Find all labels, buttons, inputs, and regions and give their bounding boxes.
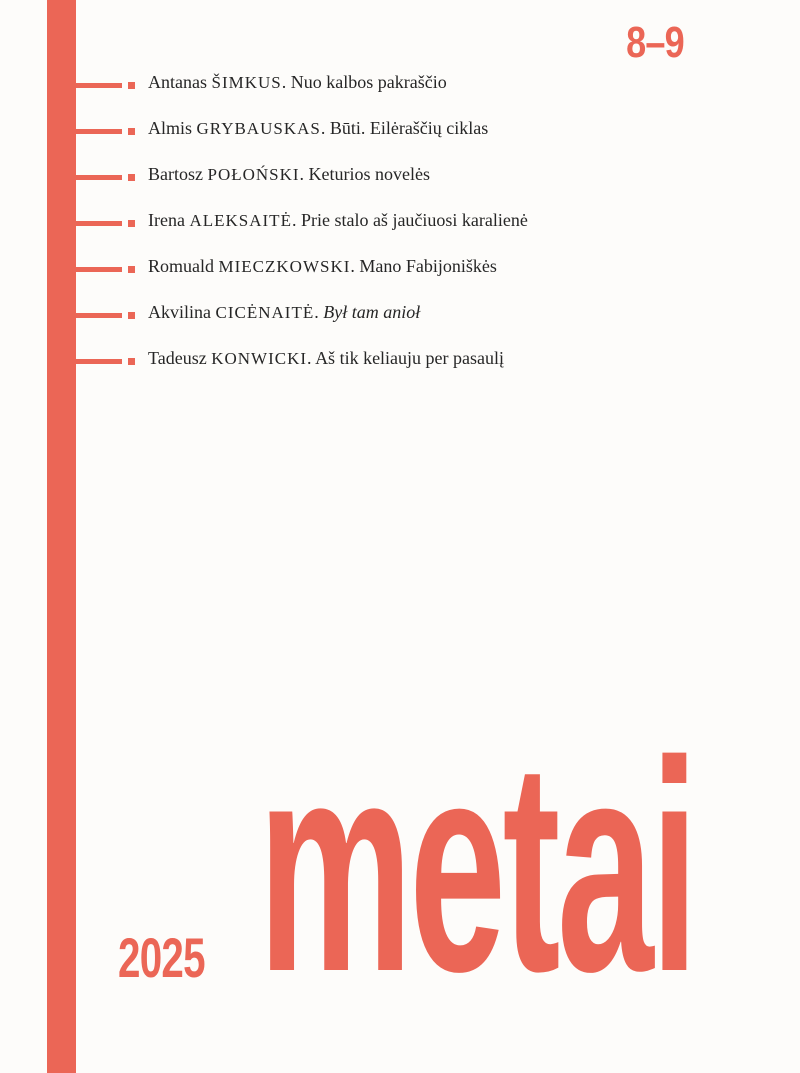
author-first-name: Irena <box>148 210 185 230</box>
toc-item[interactable] <box>76 294 776 340</box>
toc-tick-mark <box>76 267 122 272</box>
toc-entry-text: Irena ALEKSAITĖ. Prie stalo aš jaučiuosi karalienė <box>148 210 528 230</box>
square-bullet-icon <box>128 220 135 227</box>
toc-item[interactable] <box>76 340 776 386</box>
toc-item[interactable] <box>76 110 776 156</box>
toc-entry-text: Bartosz POŁOŃSKI. Keturios novelės <box>148 164 431 184</box>
toc-tick-mark <box>76 175 122 180</box>
author-surname: ALEKSAITĖ <box>189 211 292 230</box>
work-title: Mano Fabijoniškės <box>359 256 497 276</box>
toc-entry-text: Almis GRYBAUSKAS. Būti. Eilėraščių ciklas <box>148 118 489 138</box>
author-first-name: Tadeusz <box>148 348 207 368</box>
square-bullet-icon <box>128 174 135 181</box>
toc-item[interactable] <box>76 202 776 248</box>
author-first-name: Akvilina <box>148 302 211 322</box>
magazine-masthead: metai <box>258 698 696 1034</box>
square-bullet-icon <box>128 312 135 319</box>
work-title: Nuo kalbos pakraščio <box>290 72 447 92</box>
author-surname: CICĖNAITĖ <box>215 303 315 322</box>
work-title: Būti. Eilėraščių ciklas <box>329 118 489 138</box>
author-surname: KONWICKI <box>211 349 308 368</box>
issue-number: 8–9 <box>626 18 684 67</box>
toc-item[interactable] <box>76 64 776 110</box>
author-first-name: Bartosz <box>148 164 203 184</box>
toc-item[interactable] <box>76 156 776 202</box>
toc-tick-mark <box>76 129 122 134</box>
table-of-contents <box>76 64 776 386</box>
author-surname: MIECZKOWSKI <box>218 257 351 276</box>
author-first-name: Antanas <box>148 72 207 92</box>
toc-tick-mark <box>76 83 122 88</box>
work-title: Keturios novelės <box>308 164 431 184</box>
author-surname: GRYBAUSKAS <box>196 119 321 138</box>
red-spine-bar <box>47 0 76 1073</box>
author-first-name: Romuald <box>148 256 214 276</box>
toc-tick-mark <box>76 313 122 318</box>
author-surname: ŠIMKUS <box>211 73 282 92</box>
square-bullet-icon <box>128 128 135 135</box>
toc-entry-text: Antanas ŠIMKUS. Nuo kalbos pakraščio <box>148 72 447 92</box>
toc-entry-text: Akvilina CICĖNAITĖ. Był tam anioł <box>148 302 421 322</box>
toc-entry-text: Tadeusz KONWICKI. Aš tik keliauju per pasaulį <box>148 348 505 368</box>
toc-tick-mark <box>76 221 122 226</box>
author-first-name: Almis <box>148 118 193 138</box>
work-title: Był tam anioł <box>323 302 421 322</box>
toc-tick-mark <box>76 359 122 364</box>
publication-year: 2025 <box>118 926 205 989</box>
toc-entry-text: Romuald MIECZKOWSKI. Mano Fabijoniškės <box>148 256 497 276</box>
work-title: Prie stalo aš jaučiuosi karalienė <box>300 210 528 230</box>
square-bullet-icon <box>128 266 135 273</box>
toc-item[interactable] <box>76 248 776 294</box>
author-surname: POŁOŃSKI <box>207 165 300 184</box>
square-bullet-icon <box>128 358 135 365</box>
work-title: Aš tik keliauju per pasaulį <box>315 348 505 368</box>
square-bullet-icon <box>128 82 135 89</box>
